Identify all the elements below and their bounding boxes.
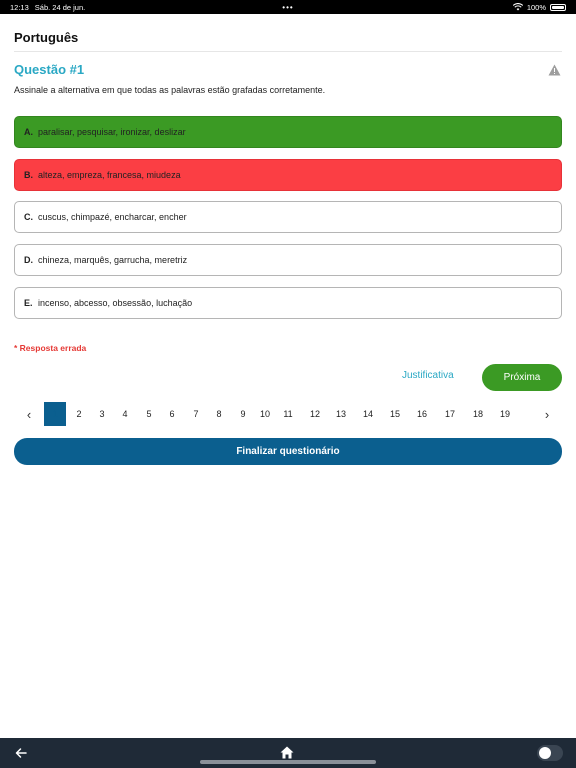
page-15[interactable]: 15 [389, 409, 400, 419]
toggle-icon[interactable] [537, 745, 563, 761]
page-3[interactable]: 3 [99, 409, 105, 419]
multitasking-dots[interactable]: ••• [282, 2, 294, 12]
option-text: incenso, abcesso, obsessão, luchação [38, 298, 193, 308]
page-10[interactable]: 10 [259, 409, 270, 419]
status-bar [0, 0, 576, 14]
option-text: alteza, empreza, francesa, miudeza [38, 170, 181, 180]
page-11[interactable]: 11 [283, 409, 293, 419]
wifi-icon [513, 3, 523, 11]
page-2[interactable]: 2 [76, 409, 82, 419]
option-letter: D. [24, 255, 33, 265]
prev-page-icon[interactable]: ‹ [26, 406, 32, 422]
page-19[interactable]: 19 [499, 409, 510, 419]
option-letter: B. [24, 170, 33, 180]
option-d[interactable] [14, 244, 562, 276]
arrow-left-icon[interactable] [14, 746, 28, 760]
battery-percent: 100% [526, 2, 546, 12]
option-e[interactable] [14, 287, 562, 319]
pagination [14, 401, 562, 427]
next-page-icon[interactable]: › [544, 406, 550, 422]
page-4[interactable]: 4 [122, 409, 128, 419]
option-a[interactable] [14, 116, 562, 148]
justification-button[interactable]: Justificativa [402, 370, 454, 381]
divider [14, 51, 562, 52]
option-letter: C. [24, 212, 33, 222]
page-13[interactable]: 13 [335, 409, 346, 419]
page-1[interactable]: 1 [44, 402, 66, 426]
option-c[interactable] [14, 201, 562, 233]
question-text: Assinale a alternativa em que todas as palavras estão grafadas corretamente. [14, 85, 326, 95]
page-12[interactable]: 12 [309, 409, 320, 419]
option-letter: A. [24, 127, 33, 137]
page-16[interactable]: 16 [416, 409, 427, 419]
page-6[interactable]: 6 [169, 409, 175, 419]
page-8[interactable]: 8 [216, 409, 222, 419]
status-date: Sáb. 24 de jun. [34, 2, 86, 12]
warning-icon[interactable] [548, 64, 561, 76]
option-text: chineza, marquês, garrucha, meretriz [38, 255, 188, 265]
page-18[interactable]: 18 [472, 409, 483, 419]
option-text: cuscus, chimpazé, encharcar, encher [38, 212, 187, 222]
page-17[interactable]: 17 [444, 409, 455, 419]
home-icon[interactable] [280, 746, 294, 759]
option-text: paralisar, pesquisar, ironizar, deslizar [38, 127, 186, 137]
option-b[interactable] [14, 159, 562, 191]
page-14[interactable]: 14 [362, 409, 373, 419]
status-time: 12:13 [10, 2, 29, 12]
page-5[interactable]: 5 [146, 409, 152, 419]
home-indicator[interactable] [200, 760, 376, 764]
battery-icon [550, 4, 566, 11]
question-title: Questão #1 [14, 62, 85, 77]
next-button[interactable]: Próxima [482, 364, 562, 391]
page-7[interactable]: 7 [193, 409, 199, 419]
page-9[interactable]: 9 [240, 409, 246, 419]
subject-title: Português [14, 30, 79, 45]
finish-quiz-button[interactable]: Finalizar questionário [14, 438, 562, 465]
feedback-wrong-answer: * Resposta errada [14, 343, 87, 353]
option-letter: E. [24, 298, 33, 308]
